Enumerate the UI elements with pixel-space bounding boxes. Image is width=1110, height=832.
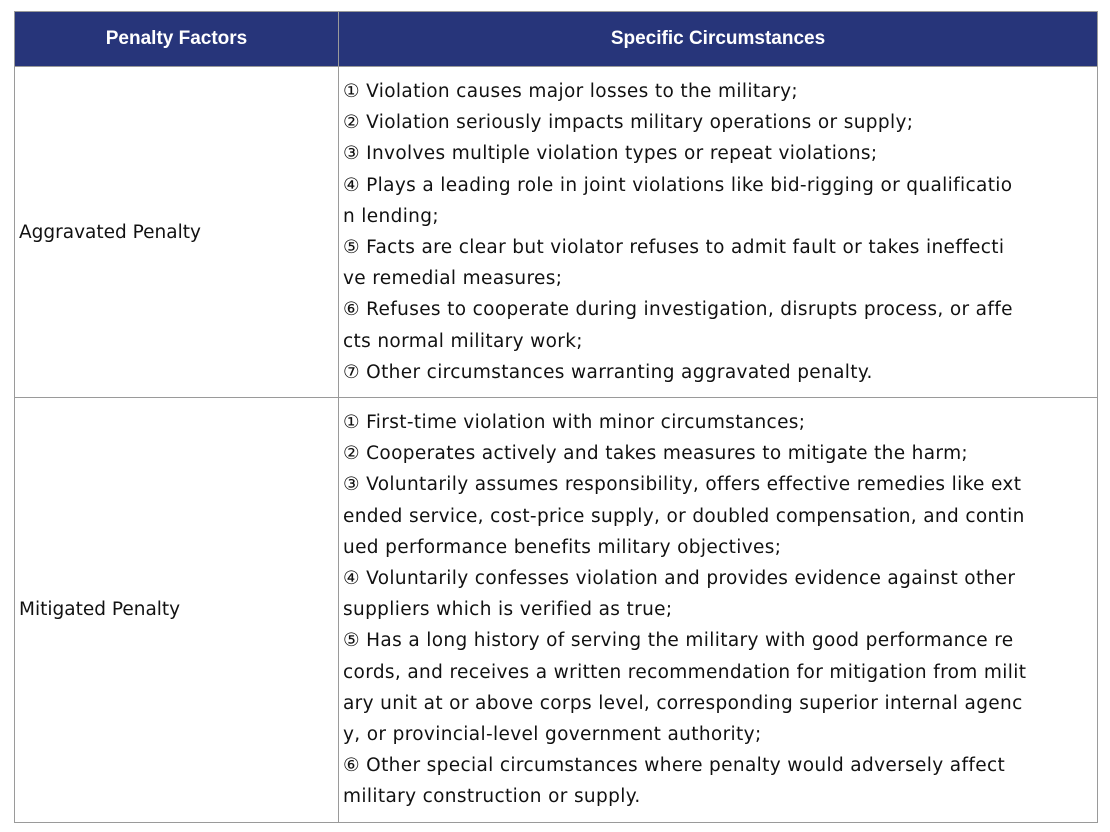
circumstance-line: ⑥ Other special circumstances where penalty would adversely affect (343, 755, 1006, 777)
circumstances-cell (339, 398, 1098, 823)
circumstance-line: suppliers which is verified as true; (343, 599, 673, 621)
circumstance-line: ① Violation causes major losses to the military; (343, 81, 798, 102)
circumstance-line: ④ Voluntarily confesses violation and provides evidence against other (343, 568, 1016, 590)
circumstance-line: ③ Involves multiple violation types or repeat violations; (343, 143, 878, 165)
circumstance-line: ④ Plays a leading role in joint violations like bid-rigging or qualificatio (343, 174, 1013, 196)
circumstance-line: ② Cooperates actively and takes measures to mitigate the harm; (343, 443, 969, 465)
circumstance-line: ⑦ Other circumstances warranting aggravated penalty. (343, 361, 873, 383)
circumstance-line: ⑤ Has a long history of serving the military with good performance re (343, 630, 1014, 652)
circumstance-line: ued performance benefits military objectives; (343, 536, 782, 558)
table-row (15, 398, 1098, 823)
header-specific-circumstances: Specific Circumstances (339, 12, 1098, 67)
header-row (15, 12, 1098, 67)
circumstances-cell (339, 67, 1098, 398)
circumstance-line: cts normal military work; (343, 330, 583, 352)
circumstance-line: ended service, cost-price supply, or doubled compensation, and contin (343, 505, 1025, 527)
circumstance-line: ① First-time violation with minor circumstances; (343, 412, 806, 434)
circumstance-line: cords, and receives a written recommendation for mitigation from milit (343, 661, 1027, 683)
circumstance-line: military construction or supply. (343, 786, 641, 808)
penalty-factor-cell: Aggravated Penalty (15, 67, 339, 398)
header-penalty-factors: Penalty Factors (15, 12, 339, 67)
table-row (15, 67, 1098, 398)
circumstance-line: y, or provincial-level government authority; (343, 724, 762, 746)
circumstance-line: ③ Voluntarily assumes responsibility, offers effective remedies like ext (343, 474, 1022, 496)
circumstance-line: ve remedial measures; (343, 268, 563, 290)
circumstance-line: ary unit at or above corps level, corresponding superior internal agenc (343, 692, 1023, 714)
circumstance-line: n lending; (343, 205, 439, 227)
penalty-factor-cell: Mitigated Penalty (15, 398, 339, 823)
circumstance-line: ② Violation seriously impacts military operations or supply; (343, 112, 914, 134)
circumstance-line: ⑤ Facts are clear but violator refuses to admit fault or takes ineffecti (343, 237, 1005, 259)
circumstance-line: ⑥ Refuses to cooperate during investigation, disrupts process, or affe (343, 299, 1013, 321)
penalty-factors-table (14, 11, 1098, 823)
